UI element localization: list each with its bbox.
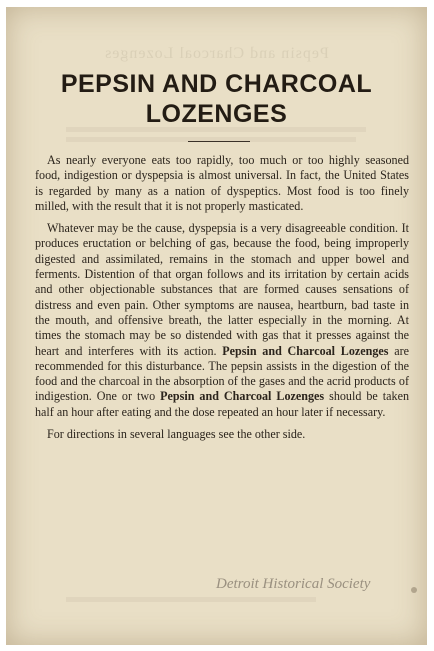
product-name: Pepsin and Charcoal Lozenges: [160, 389, 325, 404]
title-divider: [188, 141, 250, 142]
paper-mark: [411, 587, 417, 593]
bleed-through-line: [66, 597, 316, 602]
paragraph-text: As nearly everyone eats too rapidly, too much or too highly seasoned food, indigestion or dyspepsia is almost universal. In fact, the United States is regarded by many as a nation of dyspeptics. Most food is too finely milled, with the result that it is not properly masticated.: [35, 153, 409, 213]
paragraph-text: should be taken half an hour after eating and the dose repeated an hour later if necessary.: [35, 389, 409, 419]
bleed-through-text: Pepsin and Charcoal Lozenges: [104, 45, 329, 62]
title-line-1: PEPSIN AND CHARCOAL: [60, 70, 373, 98]
paragraph-text: For directions in several languages see the other side.: [47, 427, 306, 442]
paragraph-dyspepsia: [35, 221, 409, 420]
paragraph-directions: [35, 427, 409, 442]
title-line-2: LOZENGES: [145, 100, 288, 128]
watermark: Detroit Historical Society: [216, 576, 371, 592]
paragraph-text: Whatever may be the cause, dyspepsia is a very disagreeable condition. It produces eructation or belching of gas, because the food, being improperly digested and assimilated, remains in the stomach and upper bowel and ferments. Distention of that organ follows and its irritation by certain acids and other objectionable substances that are formed causes sensations of distress and even pain. Other symptoms are nausea, heartburn, bad taste in the mouth, and offensive breath, the latter especially in the morning. At times the stomach may be so distended with gas that it presses against the heart and interferes with its action.: [35, 221, 409, 358]
product-name: Pepsin and Charcoal Lozenges: [222, 343, 389, 358]
paragraph-intro: [35, 153, 409, 214]
paragraph-text: are recommended for this disturbance. The pepsin assists in the digestion of the food and the charcoal in the absorption of the gases and the acrid products of indigestion. One or two: [35, 343, 409, 404]
page-title: [6, 69, 427, 129]
document-page: [6, 7, 427, 645]
document-body: [35, 153, 409, 449]
